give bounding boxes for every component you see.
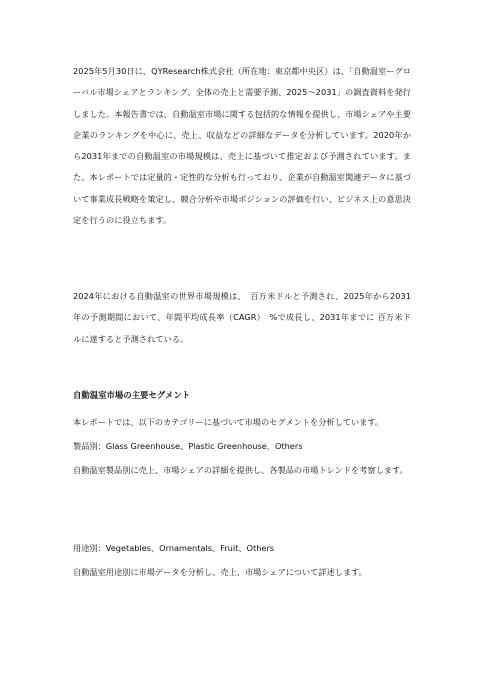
segment-intro: 本レポートでは、以下のカテゴリーに基づいて市場のセグメントを分析しています。 <box>73 417 384 427</box>
intro-paragraph: 2025年5月30日に、QYResearch株式会社（所在地：東京都中央区）は、「自動温室ーグローバル市場シェアとランキング、全体の売上と需要予測、2025～2031」の調査資料を発行しました。本報告書では、自動温室市場に関する包括的な情報を提供し、市場シェアや主要企業のランキングを中心に、売上、収益などの詳細なデータを分析しています。2020年から2031年までの自動温室の市場規模は、売上に基づいて推定および予測されています。また、本レポートでは定量的・定性的な分析も行っており、企業が自動温室関連データに基づいて事業成長戦略を策定し、競合分析や市場ポジションの評価を行い、ビジネス上の意思決定を行うのに役立ちます。 <box>73 66 411 226</box>
forecast-paragraph: 2024年における自動温室の世界市場規模は、 百万米ドルと予測され、2025年から2031年の予測期間において、年間平均成長率（CAGR） %で成長し、2031年までに 百万米ドルに達すると予測されている。 <box>73 291 411 344</box>
application-description: 自動温室用途別に市場データを分析し、売上、市場シェアについて詳述します。 <box>73 567 367 577</box>
product-types: 製品別：Glass Greenhouse、Plastic Greenhouse、Others <box>73 441 303 451</box>
applications: 用途別：Vegetables、Ornamentals、Fruit、Others <box>73 543 275 553</box>
segment-heading: 自動温室市場の主要セグメント <box>73 390 191 400</box>
product-description: 自動温室製品別に売上、市場シェアの詳細を提供し、各製品の市場トレンドを考察します。 <box>73 465 408 475</box>
